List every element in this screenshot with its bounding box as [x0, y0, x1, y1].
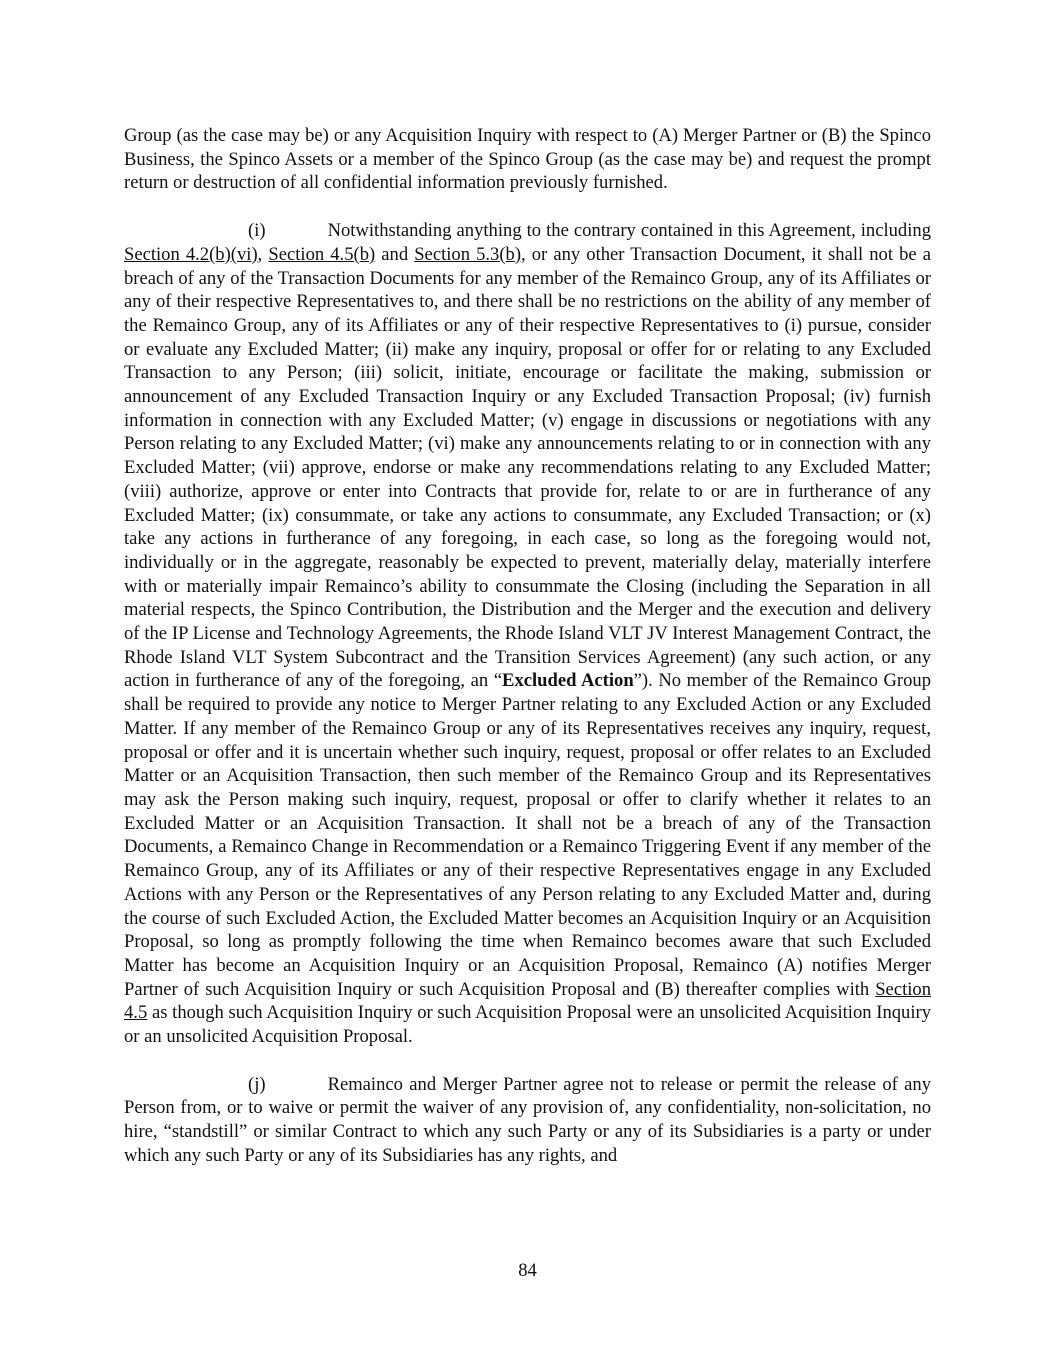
- paragraph-j: (j) Remainco and Merger Partner agree not to release or permit the release of any Person from, or to waive or permit the waiver of any provision of, any confidentiality, non-solicitation, no hire, “standstill” or similar Contract to which any such Party or any of its Subsidiaries is a party or under which any such Party or any of its Subsidiaries has any rights, and: [124, 1073, 931, 1166]
- section-reference: Section 4.2(b)(vi): [124, 243, 258, 265]
- paragraph-label: (j): [248, 1073, 266, 1095]
- section-reference: Section 5.3(b): [414, 243, 522, 265]
- paragraph-i: (i) Notwithstanding anything to the contrary contained in this Agreement, including Section 4.2(b)(vi), Section 4.5(b) and Section 5.3(b), or any other Transaction Document, it shall not be a breach of any of the Transaction Documents for any member of the Remainco Group, any of its Affiliates or any of their respective Representatives to, and there shall be no restrictions on the ability of any member of the Remainco Group, any of its Affiliates or any of their respective Representatives to (i) pursue, consider or evaluate any Excluded Matter; (ii) make any inquiry, proposal or offer for or relating to any Excluded Transaction to any Person; (iii) solicit, initiate, encourage or facilitate the making, submission or announcement of any Excluded Transaction Inquiry or any Excluded Transaction Proposal; (iv) furnish information in connection with any Excluded Matter; (v) engage in discussions or negotiations with any Person relating to any Excluded Matter; (vi) make any announcements relating to or in connection with any Excluded Matter; (vii) approve, endorse or make any recommendations relating to any Excluded Matter; (viii) authorize, approve or enter into Contracts that provide for, relate to or are in furtherance of any Excluded Matter; (ix) consummate, or take any actions to consummate, any Excluded Transaction; or (x) take any actions in furtherance of any foregoing, in each case, so long as the foregoing would not, individually or in the aggregate, reasonably be expected to prevent, materially delay, materially interfere with or materially impair Remainco’s ability to consummate the Closing (including the Separation in all material respects, the Spinco Contribution, the Distribution and the Merger and the execution and delivery of the IP License and Technology Agreements, the Rhode Island VLT JV Interest Management Contract, the Rhode Island VLT System Subcontract and the Transition Services Agreement) (any such action, or any action in furtherance of any of the foregoing, an “Excluded Action”). No member of the Remainco Group shall be required to provide any notice to Merger Partner relating to any Excluded Action or any Excluded Matter. If any member of the Remainco Group or any of its Representatives receives any inquiry, request, proposal or offer and it is uncertain whether such inquiry, request, proposal or offer relates to an Excluded Matter or an Acquisition Transaction, then such member of the Remainco Group and its Representatives may ask the Person making such inquiry, request, proposal or offer to clarify whether it relates to an Excluded Matter or an Acquisition Transaction. It shall not be a breach of any of the Transaction Documents, a Remainco Change in Recommendation or a Remainco Triggering Event if any member of the Remainco Group, any of its Affiliates or any of their respective Representatives engage in any Excluded Actions with any Person or the Representatives of any Person relating to any Excluded Matter and, during the course of such Excluded Action, the Excluded Matter becomes an Acquisition Inquiry or an Acquisition Proposal, so long as promptly following the time when Remainco becomes aware that such Excluded Matter has become an Acquisition Inquiry or an Acquisition Proposal, Remainco (A) notifies Merger Partner of such Acquisition Inquiry or such Acquisition Proposal and (B) thereafter complies with Section 4.5 as though such Acquisition Inquiry or such Acquisition Proposal were an unsolicited Acquisition Inquiry or an unsolicited Acquisition Proposal.: [124, 220, 932, 1048]
- defined-term: Excluded Action: [502, 670, 634, 692]
- section-reference: Section 4.5(b): [268, 243, 376, 265]
- page-number: 84: [518, 1260, 537, 1281]
- paragraph-text: Group (as the case may be) or any Acquisition Inquiry with respect to (A) Merger Partner or (B) the Spinco Business, the Spinco Assets or a member of the Spinco Group (as the case may be) and request the prompt return or destruction of all confidential information previously furnished.: [124, 125, 931, 194]
- paragraph-continuation: [124, 124, 931, 195]
- paragraph-label: (i): [248, 220, 266, 242]
- document-page: [124, 124, 931, 1168]
- section-reference: Section 4.5: [124, 978, 931, 1024]
